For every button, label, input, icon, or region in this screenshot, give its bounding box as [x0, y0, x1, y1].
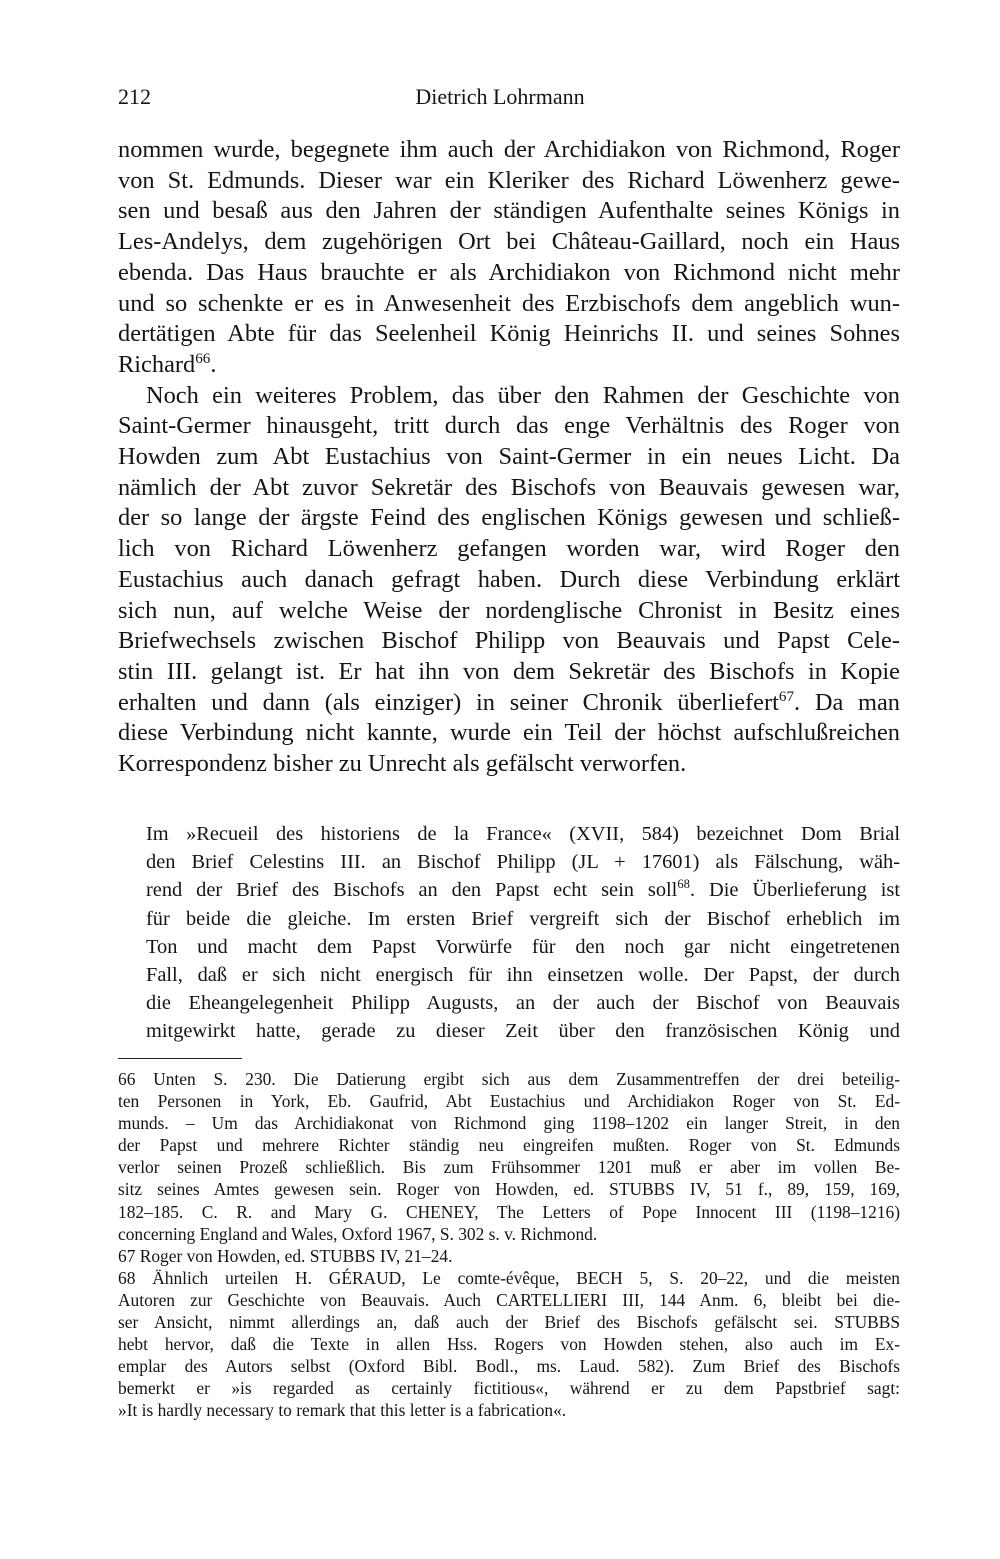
- footnote-line-text: 67 Roger von Howden, ed. STUBBS IV, 21–24.: [118, 1245, 453, 1266]
- text-line-text: Howden zum Abt Eustachius von Saint-Germer in ein neues Licht. Da: [118, 443, 900, 471]
- excursus-line: [118, 848, 900, 876]
- excursus-line-text: Fall, daß er sich nicht energisch für ihn einsetzen wolle. Der Papst, der durch: [146, 964, 900, 987]
- text-line-text: ebenda. Das Haus brauchte er als Archidiakon von Richmond nicht mehr: [118, 258, 900, 286]
- text-line: [118, 381, 900, 412]
- text-line: [118, 626, 900, 657]
- text-line-text: Les-Andelys, dem zugehörigen Ort bei Château-Gaillard, noch ein Haus: [118, 228, 900, 256]
- text-line: [118, 258, 900, 289]
- footnote-rule: [118, 1058, 242, 1059]
- text-line-text: der so lange der ärgste Feind des englischen Königs gewesen und schließ-: [118, 504, 900, 532]
- footnote-line: [118, 1311, 900, 1333]
- text-line: [118, 166, 900, 197]
- excursus-line-text: mitgewirkt hatte, gerade zu dieser Zeit über den französischen König und: [146, 1020, 900, 1043]
- text-line-text: Saint-Germer hinausgeht, tritt durch das enge Verhältnis des Roger von: [118, 412, 900, 440]
- text-line: [118, 718, 900, 749]
- text-line: [118, 319, 900, 350]
- text-line-text-continued: .: [210, 350, 217, 378]
- footnote-marker: 66: [195, 350, 211, 367]
- page-number: 212: [118, 84, 151, 109]
- footnote-line-text: 66 Unten S. 230. Die Datierung ergibt sich aus dem Zusammentreffen der drei beteilig-: [118, 1069, 900, 1089]
- footnote-line: [118, 1377, 900, 1399]
- footnote-line-text: ser Ansicht, nimmt allerdings an, daß auch der Brief des Bischofs gefälscht sei. STUBBS: [118, 1312, 900, 1333]
- text-line-text: von St. Edmunds. Dieser war ein Kleriker des Richard Löwenherz gewe-: [118, 166, 900, 194]
- footnote-line: [118, 1090, 900, 1112]
- text-line: [118, 350, 900, 381]
- text-line: [118, 442, 900, 473]
- text-line: [118, 596, 900, 627]
- excursus-line-text: Im »Recueil des historiens de la France« (XVII, 584) bezeichnet Dom Brial: [146, 823, 900, 845]
- footnote-line: [118, 1134, 900, 1156]
- footnotes: [118, 1068, 900, 1422]
- excursus-line-text-continued: . Die Überlieferung ist: [689, 879, 900, 902]
- text-line-text: stin III. gelangt ist. Er hat ihn von dem Sekretär des Bischofs in Kopie: [118, 657, 900, 685]
- footnote-line-text: hebt hervor, daß die Texte in allen Hss. Rogers von Howden stehen, also auch im Ex-: [118, 1334, 900, 1355]
- text-line-text: nommen wurde, begegnete ihm auch der Archidiakon von Richmond, Roger: [118, 136, 900, 163]
- excursus-line-text: die Eheangelegenheit Philipp Augusts, an der auch der Bischof von Beauvais: [146, 992, 900, 1015]
- excursus-line: [118, 961, 900, 989]
- text-line-text: dertätigen Abte für das Seelenheil König Heinrichs II. und seines Sohnes: [118, 320, 900, 348]
- text-line: [118, 749, 900, 780]
- text-line-text: und so schenkte er es in Anwesenheit des Erzbischofs dem angeblich wun-: [118, 289, 900, 317]
- footnote-line: [118, 1068, 900, 1090]
- footnote-line: [118, 1355, 900, 1377]
- footnote-line: [118, 1333, 900, 1355]
- text-line: [118, 503, 900, 534]
- footnote-line: [118, 1112, 900, 1134]
- text-line-text: Noch ein weiteres Problem, das über den Rahmen der Geschichte von: [146, 381, 900, 409]
- footnote-line-text: »It is hardly necessary to remark that this letter is a fabrication«.: [118, 1400, 567, 1421]
- footnote-line-text: verlor seinen Prozeß schließlich. Bis zum Frühsommer 1201 muß er aber im vollen Be-: [118, 1157, 900, 1178]
- footnote-line-text: sitz seines Amtes gewesen sein. Roger von Howden, ed. STUBBS IV, 51 f., 89, 159, 169,: [118, 1179, 900, 1200]
- excursus-line-text: rend der Brief des Bischofs an den Papst echt sein soll: [146, 879, 678, 902]
- text-line: [118, 227, 900, 258]
- footnote-line-text: ten Personen in York, Eb. Gaufrid, Abt Eustachius und Archidiakon Roger von St. Ed-: [118, 1091, 900, 1112]
- text-line: [118, 565, 900, 596]
- footnote-line: [118, 1289, 900, 1311]
- text-line: [118, 473, 900, 504]
- running-title: Dietrich Lohrmann: [415, 84, 585, 109]
- text-line-text: lich von Richard Löwenherz gefangen worden war, wird Roger den: [118, 535, 900, 563]
- footnote-line: [118, 1267, 900, 1289]
- main-text: [118, 135, 900, 780]
- footnote-line-text: munds. – Um das Archidiakonat von Richmond ging 1198–1202 ein langer Streit, in den: [118, 1113, 900, 1134]
- excursus-line: [118, 905, 900, 933]
- text-line-text: Eustachius auch danach gefragt haben. Durch diese Verbindung erklärt: [118, 565, 900, 593]
- text-line-text: Korrespondenz bisher zu Unrecht als gefälscht verworfen.: [118, 750, 687, 778]
- footnote-line-text: 68 Ähnlich urteilen H. GÉRAUD, Le comte-évêque, BECH 5, S. 20–22, und die meisten: [118, 1267, 900, 1288]
- text-line-text: diese Verbindung nicht kannte, wurde ein Teil der höchst aufschlußreichen: [118, 719, 900, 747]
- footnote-line-text: bemerkt er »is regarded as certainly fictitious«, während er zu dem Papstbrief sagt:: [118, 1378, 900, 1399]
- footnote-line-text: Autoren zur Geschichte von Beauvais. Auch CARTELLIERI III, 144 Anm. 6, bleibt bei die-: [118, 1289, 900, 1310]
- footnote-line: [118, 1223, 900, 1245]
- text-line: [118, 657, 900, 688]
- text-line: [118, 411, 900, 442]
- text-line-text: Briefwechsels zwischen Bischof Philipp von Beauvais und Papst Cele-: [118, 627, 900, 655]
- footnote-line-text: concerning England and Wales, Oxford 1967, S. 302 s. v. Richmond.: [118, 1223, 598, 1244]
- text-line-text: sen und besaß aus den Jahren der ständigen Aufenthalte seines Königs in: [118, 197, 900, 225]
- footnote-line-text: emplar des Autors selbst (Oxford Bibl. Bodl., ms. Laud. 582). Zum Brief des Bischofs: [118, 1356, 900, 1377]
- text-line: [118, 135, 900, 166]
- footnote-line: [118, 1156, 900, 1178]
- text-line-text: sich nun, auf welche Weise der nordenglische Chronist in Besitz eines: [118, 596, 900, 624]
- text-line: [118, 196, 900, 227]
- footnote-line-text: 182–185. C. R. and Mary G. CHENEY, The Letters of Pope Innocent III (1198–1216): [118, 1201, 900, 1222]
- excursus-line: [118, 989, 900, 1017]
- excursus-line-text: den Brief Celestins III. an Bischof Philipp (JL + 17601) als Fälschung, wäh-: [146, 851, 900, 874]
- footnote-line: [118, 1399, 900, 1421]
- footnote-marker: 67: [778, 688, 795, 705]
- excursus-line-text: Ton und macht dem Papst Vorwürfe für den noch gar nicht eingetretenen: [146, 935, 900, 958]
- footnote-line: [118, 1178, 900, 1200]
- footnote-line-text: der Papst und mehrere Richter ständig neu eingreifen mußten. Roger von St. Edmunds: [118, 1135, 900, 1156]
- text-line: [118, 289, 900, 320]
- text-line: [118, 688, 900, 719]
- excursus-line-text: für beide die gleiche. Im ersten Brief vergreift sich der Bischof erheblich im: [146, 907, 900, 930]
- excursus-line: [118, 820, 900, 848]
- text-line-text: erhalten und dann (als einziger) in seiner Chronik überliefert: [118, 688, 779, 716]
- text-line: [118, 534, 900, 565]
- text-line-text: nämlich der Abt zuvor Sekretär des Bischofs von Beauvais gewesen war,: [118, 473, 900, 501]
- text-line-text: Richard: [118, 350, 196, 378]
- excursus-line: [118, 1017, 900, 1045]
- text-line-text-continued: . Da man: [794, 688, 900, 716]
- footnote-line: [118, 1201, 900, 1223]
- footnote-marker: 68: [677, 877, 690, 892]
- excursus-line: [118, 876, 900, 904]
- excursus-line: [118, 933, 900, 961]
- footnote-line: [118, 1245, 900, 1267]
- excursus-paragraph: [118, 820, 900, 1046]
